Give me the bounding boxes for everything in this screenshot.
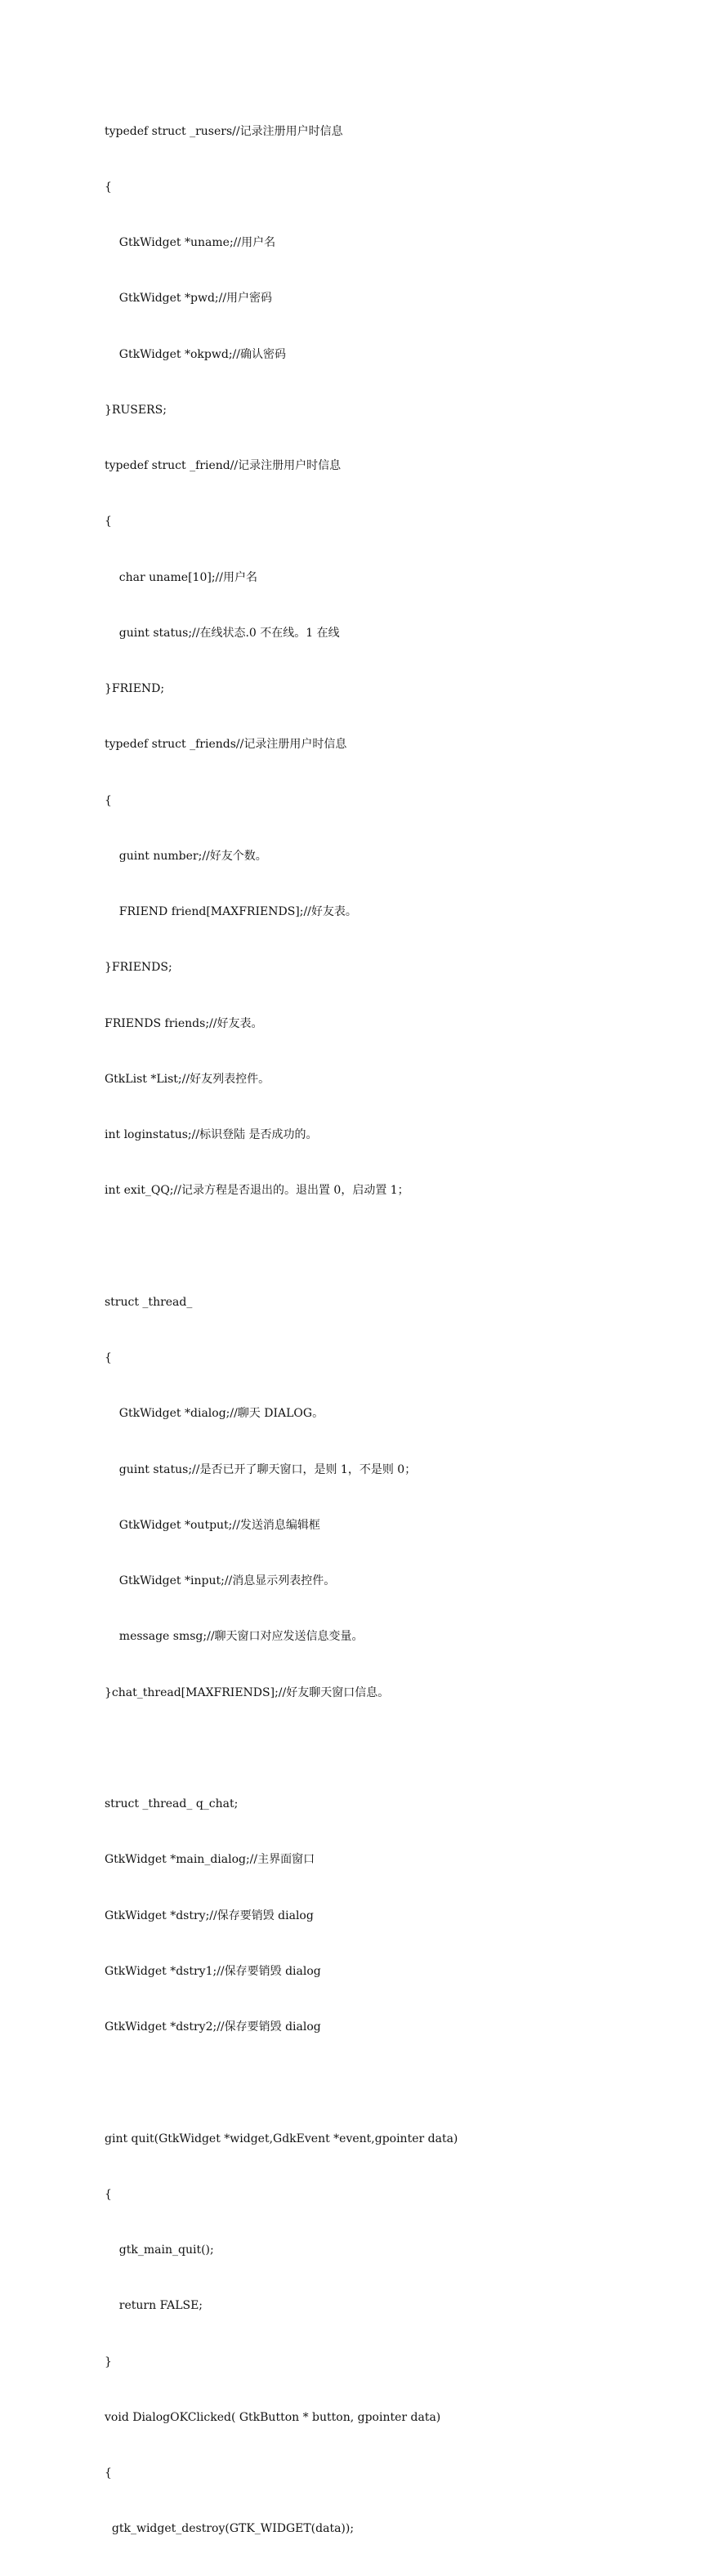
blank-line [105, 1238, 677, 1257]
code-line: { [105, 793, 112, 807]
code-line: GtkWidget *dialog;//聊天 DIALOG。 [105, 1407, 324, 1421]
code-line: GtkWidget *dstry1;//保存要销毁 dialog [105, 1964, 321, 1978]
code-line: FRIEND friend[MAXFRIENDS];//好友表。 [105, 905, 357, 918]
code-line: gtk_widget_destroy(GTK_WIDGET(data)); [105, 2522, 355, 2536]
code-line: }chat_thread[MAXFRIENDS];//好友聊天窗口信息。 [105, 1685, 390, 1699]
code-line: { [105, 180, 112, 194]
code-line: FRIENDS friends;//好友表。 [105, 1016, 263, 1030]
code-line: typedef struct _friend//记录注册用户时信息 [105, 459, 342, 472]
code-line: }RUSERS; [105, 403, 167, 417]
code-listing [105, 85, 677, 2576]
blank-line [105, 2074, 677, 2092]
code-line: message smsg;//聊天窗口对应发送信息变量。 [105, 1630, 364, 1644]
code-line: GtkWidget *dstry;//保存要销毁 dialog [105, 1909, 314, 1922]
code-line: int exit_QQ;//记录方程是否退出的。退出置 0，启动置 1； [105, 1184, 409, 1198]
code-line: gtk_main_quit(); [105, 2243, 214, 2257]
code-line: void DialogOKClicked( GtkButton * button, gpointer data) [105, 2410, 441, 2424]
code-line: guint status;//是否已开了聊天窗口，是则 1，不是则 0； [105, 1462, 417, 1476]
code-line: GtkWidget *uname;//用户名 [105, 236, 276, 249]
code-line: return FALSE; [105, 2299, 203, 2313]
code-line: GtkWidget *main_dialog;//主界面窗口 [105, 1853, 315, 1867]
code-line: GtkWidget *pwd;//用户密码 [105, 292, 273, 306]
code-line: { [105, 515, 112, 529]
code-line: struct _thread_ q_chat; [105, 1797, 239, 1810]
code-line: { [105, 1351, 112, 1364]
code-line: }FRIEND; [105, 682, 165, 695]
blank-line [105, 1739, 677, 1758]
code-line: guint status;//在线状态.0 不在线。1 在线 [105, 626, 340, 640]
code-line: GtkList *List;//好友列表控件。 [105, 1072, 270, 1086]
code-line: GtkWidget *input;//消息显示列表控件。 [105, 1574, 336, 1587]
code-line: } [105, 2355, 112, 2368]
code-line: guint number;//好友个数。 [105, 849, 267, 863]
code-line: GtkWidget *dstry2;//保存要销毁 dialog [105, 2020, 321, 2034]
code-line: typedef struct _rusers//记录注册用户时信息 [105, 124, 343, 138]
code-line: }FRIENDS; [105, 961, 172, 975]
code-line: gint quit(GtkWidget *widget,GdkEvent *event,gpointer data) [105, 2132, 458, 2145]
code-line: { [105, 2467, 112, 2480]
code-line: int loginstatus;//标识登陆 是否成功的。 [105, 1128, 318, 1141]
code-line: GtkWidget *output;//发送消息编辑框 [105, 1518, 320, 1532]
code-line: typedef struct _friends//记录注册用户时信息 [105, 738, 347, 752]
code-line: { [105, 2187, 112, 2201]
code-line: GtkWidget *okpwd;//确认密码 [105, 347, 286, 361]
code-line: struct _thread_ [105, 1295, 193, 1309]
code-line: char uname[10];//用户名 [105, 570, 257, 584]
